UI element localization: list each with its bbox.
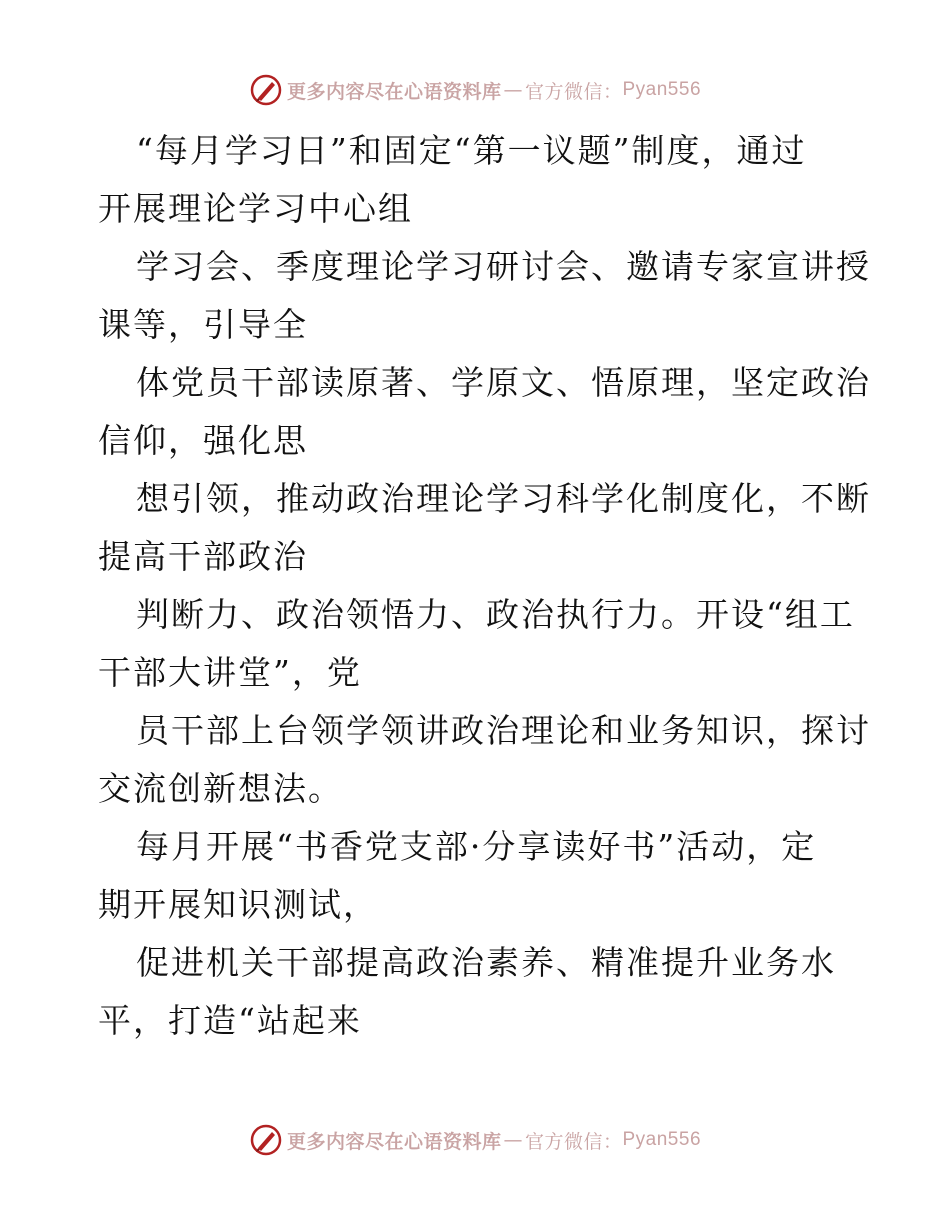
watermark-main-text: 更多内容尽在心语资料库: [286, 80, 502, 103]
footer-watermark: [0, 1120, 950, 1160]
document-body: [98, 122, 871, 1050]
text-line: 期开展知识测试，: [98, 885, 378, 924]
watermark-id-text: Pyan556: [622, 1129, 702, 1150]
text-line: 每月开展“书香党支部·分享读好书”活动，定: [136, 827, 817, 866]
text-line: 判断力、政治领悟力、政治执行力。开设“组工: [136, 595, 855, 634]
text-line: 信仰，强化思: [98, 421, 308, 460]
watermark-id-text: Pyan556: [622, 79, 702, 100]
text-line: “每月学习日”和固定“第一议题”制度，通过: [136, 131, 807, 170]
text-line: 员干部上台领学领讲政治理论和业务知识，探讨: [136, 711, 871, 750]
text-line: 开展理论学习中心组: [98, 189, 413, 228]
watermark-main-text: 更多内容尽在心语资料库: [286, 1130, 502, 1153]
text-line: 学习会、季度理论学习研讨会、邀请专家宣讲授: [136, 247, 871, 286]
watermark-sub-text: 官方微信：: [524, 80, 623, 103]
watermark-dash: —: [503, 1129, 523, 1151]
watermark-sub-text: 官方微信：: [524, 1130, 623, 1153]
pen-logo-icon: [249, 1123, 283, 1157]
text-line: 平，打造“站起来: [98, 1001, 362, 1040]
text-line: 干部大讲堂”，党: [98, 653, 362, 692]
text-line: 想引领，推动政治理论学习科学化制度化，不断: [136, 479, 871, 518]
text-line: 体党员干部读原著、学原文、悟原理，坚定政治: [136, 363, 871, 402]
watermark-dash: —: [503, 79, 523, 101]
header-watermark: [0, 70, 950, 110]
text-line: 课等，引导全: [98, 305, 308, 344]
pen-logo-icon: [249, 73, 283, 107]
text-line: 促进机关干部提高政治素养、精准提升业务水: [136, 943, 836, 982]
text-line: 提高干部政治: [98, 537, 308, 576]
text-line: 交流创新想法。: [98, 769, 343, 808]
